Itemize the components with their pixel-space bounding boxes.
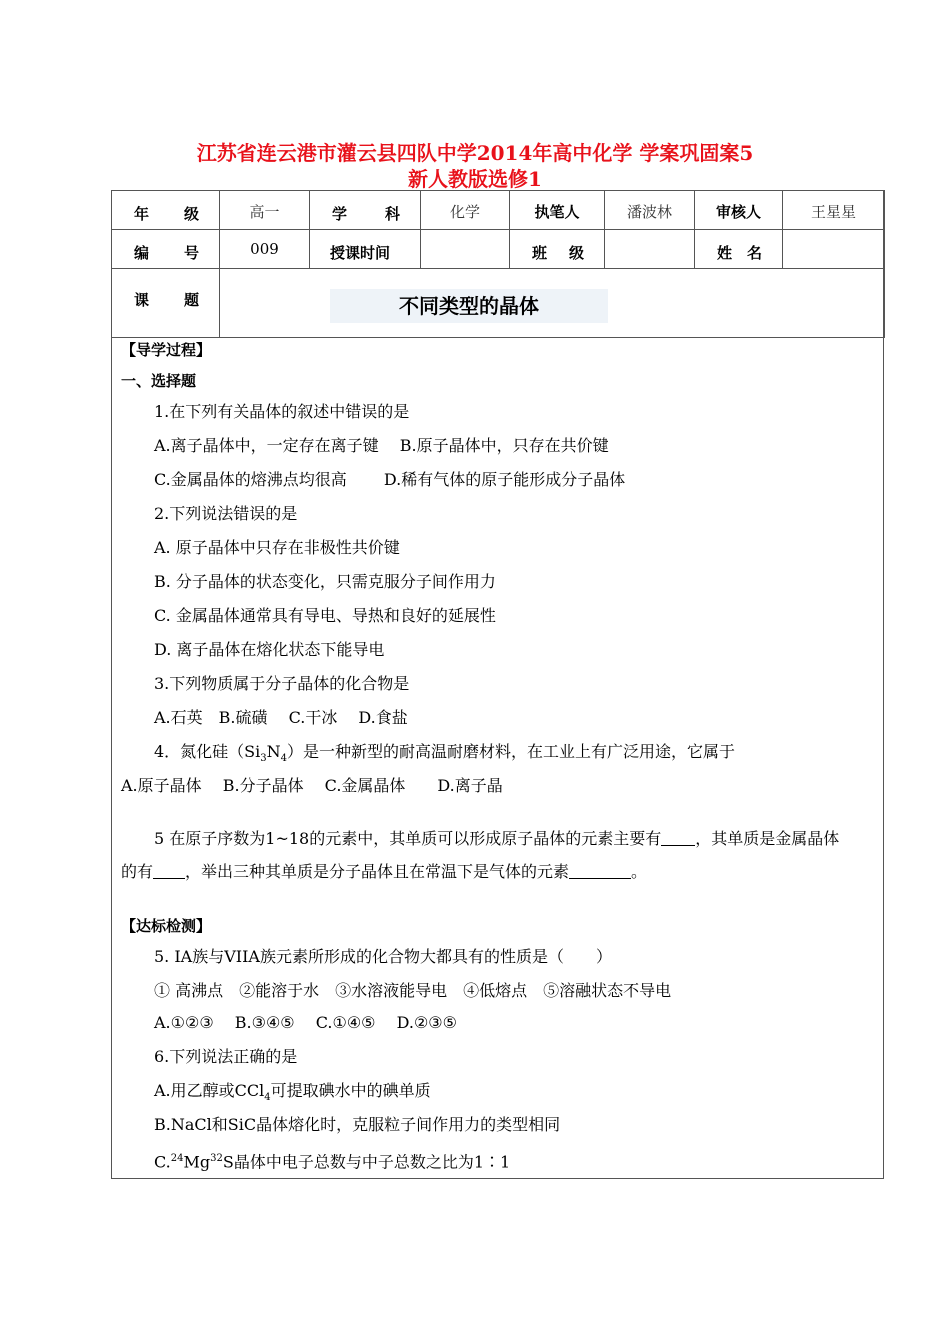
number-label-cell: 编 号 (112, 230, 220, 269)
name-label-cell: 姓 名 (695, 230, 783, 269)
section-check: 【达标检测】 (121, 917, 212, 935)
question-3: 3.下列物质属于分子晶体的化合物是 (154, 674, 410, 693)
question-5-line2: 的有 ，举出三种其单质是分子晶体且在常温下是气体的元素 。 (121, 862, 648, 881)
check-question-6: 6.下列说法正确的是 (154, 1047, 298, 1066)
number-value: 009 (220, 230, 310, 269)
question-2: 2.下列说法错误的是 (154, 504, 298, 523)
class-value (605, 230, 695, 269)
grade-value: 高一 (220, 191, 310, 230)
subject-label-cell: 学 科 (310, 191, 421, 230)
subject-value: 化学 (421, 191, 510, 230)
question-2-option-a: A. 原子晶体中只存在非极性共价键 (154, 538, 400, 557)
question-4: 4．氮化硅$(Si_3N_4)$是一种新型的耐高温耐磨材料，在工业上有广泛用途，它属于 (154, 742, 736, 765)
check-question-6-option-c: C.$^{24}$Mg$^{32}$S晶体中电子总数与中子总数之比为1∶1 (154, 1152, 511, 1172)
check-question-5: 5. IA族与VIIA族元素所形成的化合物大都具有的性质是（ ） (154, 947, 612, 966)
question-4-options: A.原子晶体 B.分子晶体 C.金属晶体 D.离子晶 (121, 776, 503, 795)
question-3-options: A.石英 B.硫磺 C.干冰 D.食盐 (154, 708, 408, 727)
topic-label-cell: 课 题 (112, 269, 220, 338)
time-label: 授课时间 (310, 230, 421, 269)
question-1: 1.在下列有关晶体的叙述中错误的是 (154, 402, 410, 421)
writer-value: 潘波林 (605, 191, 695, 230)
writer-label: 执笔人 (510, 191, 605, 230)
reviewer-label: 审核人 (695, 191, 783, 230)
check-question-6-option-b: B.NaCl和SiC晶体熔化时，克服粒子间作用力的类型相同 (154, 1115, 561, 1134)
section-guide: 【导学过程】 (121, 341, 212, 359)
answer-blank[interactable] (661, 829, 695, 846)
name-value (783, 230, 885, 269)
grade-label-cell: 年 级 (112, 191, 220, 230)
check-question-5-items: ① 高沸点 ②能溶于水 ③水溶液能导电 ④低熔点 ⑤溶融状态不导电 (154, 981, 672, 1000)
check-question-5-options: A.①②③ B.③④⑤ C.①④⑤ D.②③⑤ (154, 1013, 457, 1032)
document-title-line1: 江苏省连云港市灌云县四队中学2014年高中化学 学案巩固案5 (196, 141, 754, 165)
question-1-options-ab: A.离子晶体中，一定存在离子键 B.原子晶体中，只存在共价键 (154, 436, 609, 455)
reviewer-value: 王星星 (783, 191, 885, 230)
check-question-6-option-a: A.用乙醇或CCl$_4$可提取碘水中的碘单质 (154, 1081, 431, 1104)
document-title-line2: 新人教版选修1 (408, 167, 542, 191)
time-value (421, 230, 510, 269)
question-2-option-c: C. 金属晶体通常具有导电、导热和良好的延展性 (154, 606, 496, 625)
question-5-line1: 5 在原子序数为1~18的元素中，其单质可以形成原子晶体的元素主要有 ，其单质是金属晶体 (154, 829, 840, 848)
answer-blank[interactable] (153, 862, 185, 879)
info-table (111, 190, 885, 338)
question-2-option-d: D. 离子晶体在熔化状态下能导电 (154, 640, 385, 659)
class-label-cell: 班 级 (510, 230, 605, 269)
section-choice: 一、选择题 (121, 372, 197, 390)
topic-title: 不同类型的晶体 (330, 289, 608, 323)
answer-blank[interactable] (569, 862, 631, 879)
question-1-options-cd: C.金属晶体的熔沸点均很高 D.稀有气体的原子能形成分子晶体 (154, 470, 626, 489)
topic-cell (220, 269, 885, 338)
question-2-option-b: B. 分子晶体的状态变化，只需克服分子间作用力 (154, 572, 496, 591)
